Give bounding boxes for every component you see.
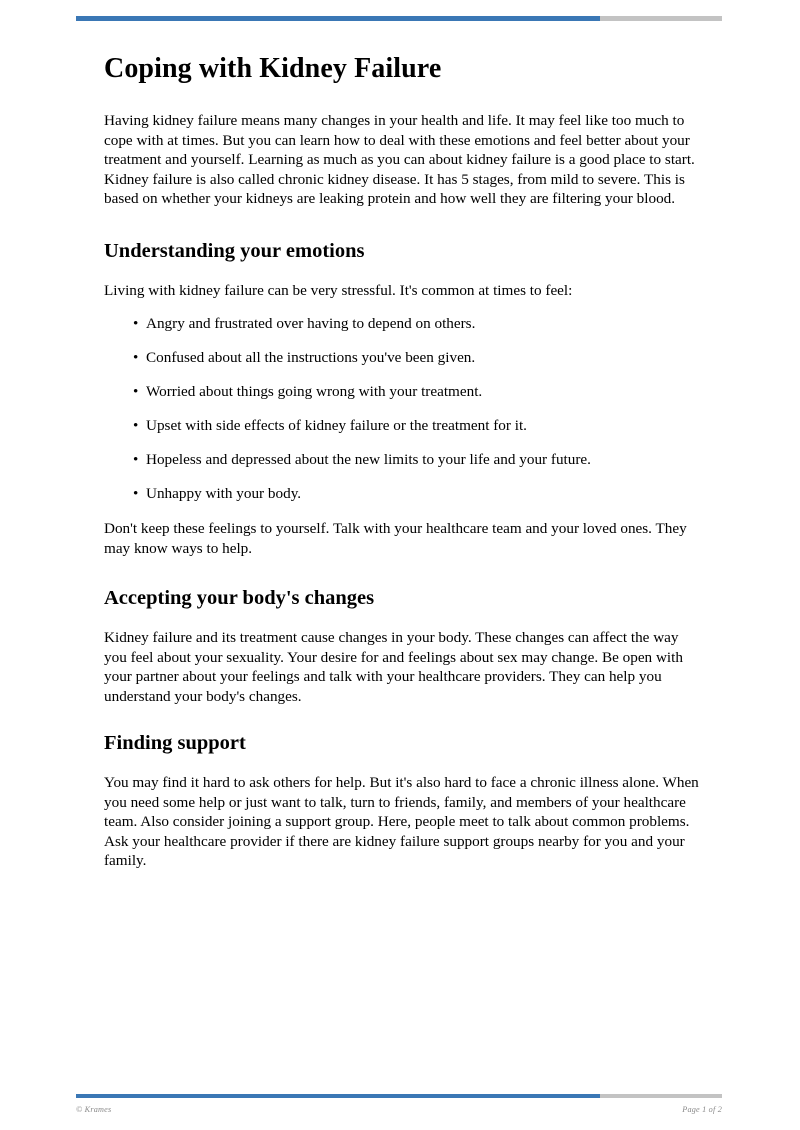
- footer-rule: [76, 1094, 722, 1098]
- footer-row: [76, 1105, 722, 1114]
- section-heading-accepting-your-bodys-changes: Accepting your body's changes: [104, 587, 375, 610]
- header-rule-gray-segment: [600, 16, 722, 21]
- section-heading-understanding-your-emotions: Understanding your emotions: [104, 240, 365, 262]
- list-item-label: Worried about things going wrong with your treatment.: [146, 383, 483, 401]
- bullet-icon: •: [133, 417, 139, 435]
- list-item: [104, 450, 700, 469]
- spacer: [104, 209, 700, 239]
- spacer: [104, 706, 700, 731]
- spacer: [104, 611, 700, 628]
- bullet-icon: •: [133, 451, 139, 469]
- page-title: Coping with Kidney Failure: [104, 53, 442, 84]
- spacer: [104, 558, 700, 586]
- header-rule: [76, 16, 722, 21]
- section-lead-paragraph-understanding-your-emotions: Living with kidney failure can be very stressful. It's common at times to feel:: [104, 281, 573, 299]
- list-item-label: Unhappy with your body.: [146, 485, 302, 503]
- bullet-icon: •: [133, 383, 139, 401]
- list-item: [104, 314, 700, 333]
- bullet-icon: •: [133, 349, 139, 367]
- bullet-icon: •: [133, 315, 139, 333]
- footer-rule-blue-segment: [76, 1094, 600, 1098]
- list-item-label: Confused about all the instructions you've been given.: [146, 349, 476, 367]
- emotions-bullet-list: [104, 314, 700, 503]
- section-body-paragraph-accepting-your-bodys-changes: Kidney failure and its treatment cause changes in your body. These changes can affect the way you feel about your sexuality. Your desire for and feelings about sex may change. Be open with your partner about your feelings and talk with your healthcare providers. They can help you understand your body's changes.: [104, 628, 687, 705]
- document-content: [104, 52, 703, 871]
- spacer: [104, 503, 700, 519]
- intro-paragraph: Having kidney failure means many changes in your health and life. It may feel like too much to cope with at times. But you can learn how to deal with these emotions and feel better about your treatment and yourself. Learning as much as you can about kidney failure is a good place to start. Kidney failure is also called chronic kidney disease. It has 5 stages, from mild to severe. This is based on whether your kidneys are leaking protein and how well they are filtering your blood.: [104, 112, 699, 208]
- list-item: [104, 416, 700, 435]
- list-item-label: Hopeless and depressed about the new limits to your life and your future.: [146, 451, 591, 469]
- spacer: [104, 756, 700, 773]
- section-body-paragraph-finding-support: You may find it hard to ask others for help. But it's also hard to face a chronic illness alone. When you need some help or just want to talk, turn to friends, family, and members of your healthcare team. Also consider joining a support group. Here, people meet to talk about common problems. Ask your healthcare provider if there are kidney failure support groups nearby for you and your family.: [104, 773, 703, 870]
- section-heading-finding-support: Finding support: [104, 732, 246, 755]
- footer-rule-gray-segment: [600, 1094, 722, 1098]
- list-item: [104, 348, 700, 367]
- list-item: [104, 484, 700, 503]
- bullet-icon: •: [133, 485, 139, 503]
- page-number-text: Page 1 of 2: [682, 1105, 722, 1114]
- list-item: [104, 382, 700, 401]
- list-item-label: Angry and frustrated over having to depend on others.: [146, 315, 476, 333]
- copyright-text: © Krames: [76, 1105, 112, 1114]
- section-closing-paragraph-understanding-your-emotions: Don't keep these feelings to yourself. Talk with your healthcare team and your loved ones. They may know ways to help.: [104, 520, 691, 557]
- page-footer: [76, 1094, 722, 1114]
- header-rule-blue-segment: [76, 16, 600, 21]
- list-item-label: Upset with side effects of kidney failure or the treatment for it.: [146, 417, 527, 435]
- spacer: [104, 264, 700, 281]
